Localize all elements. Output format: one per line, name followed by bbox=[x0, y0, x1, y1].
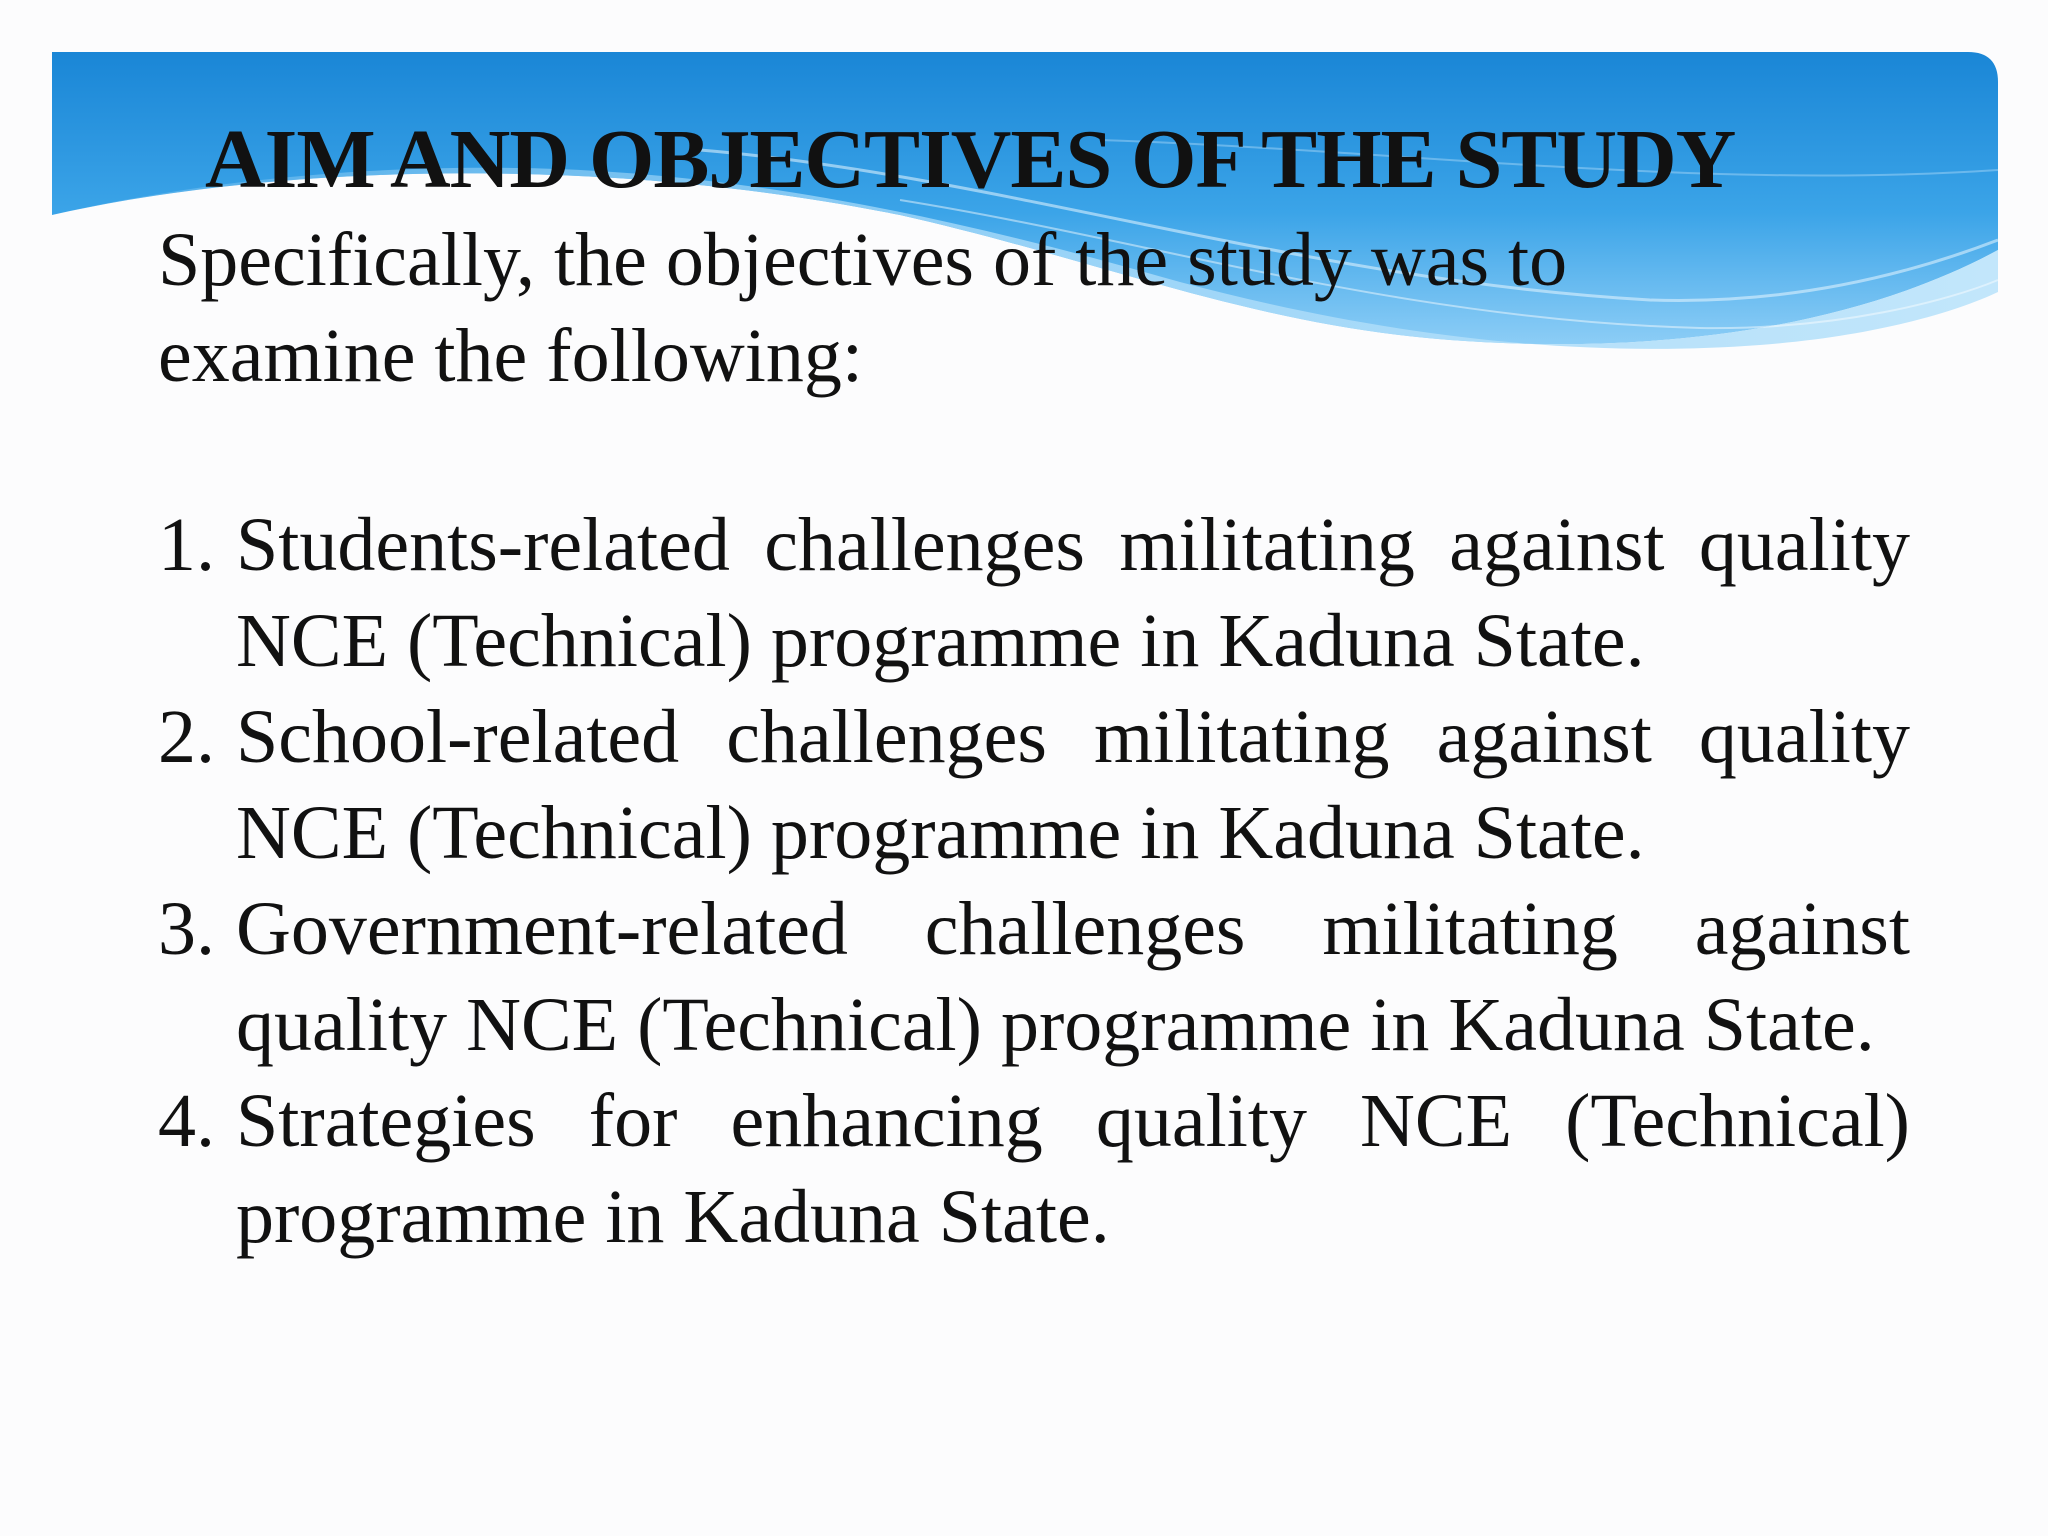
intro-line-1: Specifically, the objectives of the study was to bbox=[158, 218, 1568, 302]
objective-number: 1. bbox=[158, 503, 215, 587]
slide-title: AIM AND OBJECTIVES OF THE STUDY bbox=[205, 113, 1736, 206]
objective-item-2 bbox=[158, 689, 1910, 881]
objective-number: 2. bbox=[158, 695, 215, 779]
objective-item-4 bbox=[158, 1073, 1910, 1265]
objective-text: School-related challenges militating against quality NCE (Technical) programme in Kaduna State. bbox=[236, 695, 1910, 875]
objective-item-1 bbox=[158, 497, 1910, 689]
objective-number: 4. bbox=[158, 1079, 215, 1163]
intro-paragraph bbox=[158, 212, 1758, 404]
intro-line-2: examine the following: bbox=[158, 314, 863, 398]
objective-item-3 bbox=[158, 881, 1910, 1073]
objectives-list bbox=[158, 497, 1910, 1265]
objective-text: Government-related challenges militating against quality NCE (Technical) programme in Kaduna State. bbox=[236, 887, 1910, 1067]
objective-text: Students-related challenges militating against quality NCE (Technical) programme in Kaduna State. bbox=[236, 503, 1910, 683]
objective-number: 3. bbox=[158, 887, 215, 971]
objective-text: Strategies for enhancing quality NCE (Technical) programme in Kaduna State. bbox=[236, 1079, 1910, 1259]
